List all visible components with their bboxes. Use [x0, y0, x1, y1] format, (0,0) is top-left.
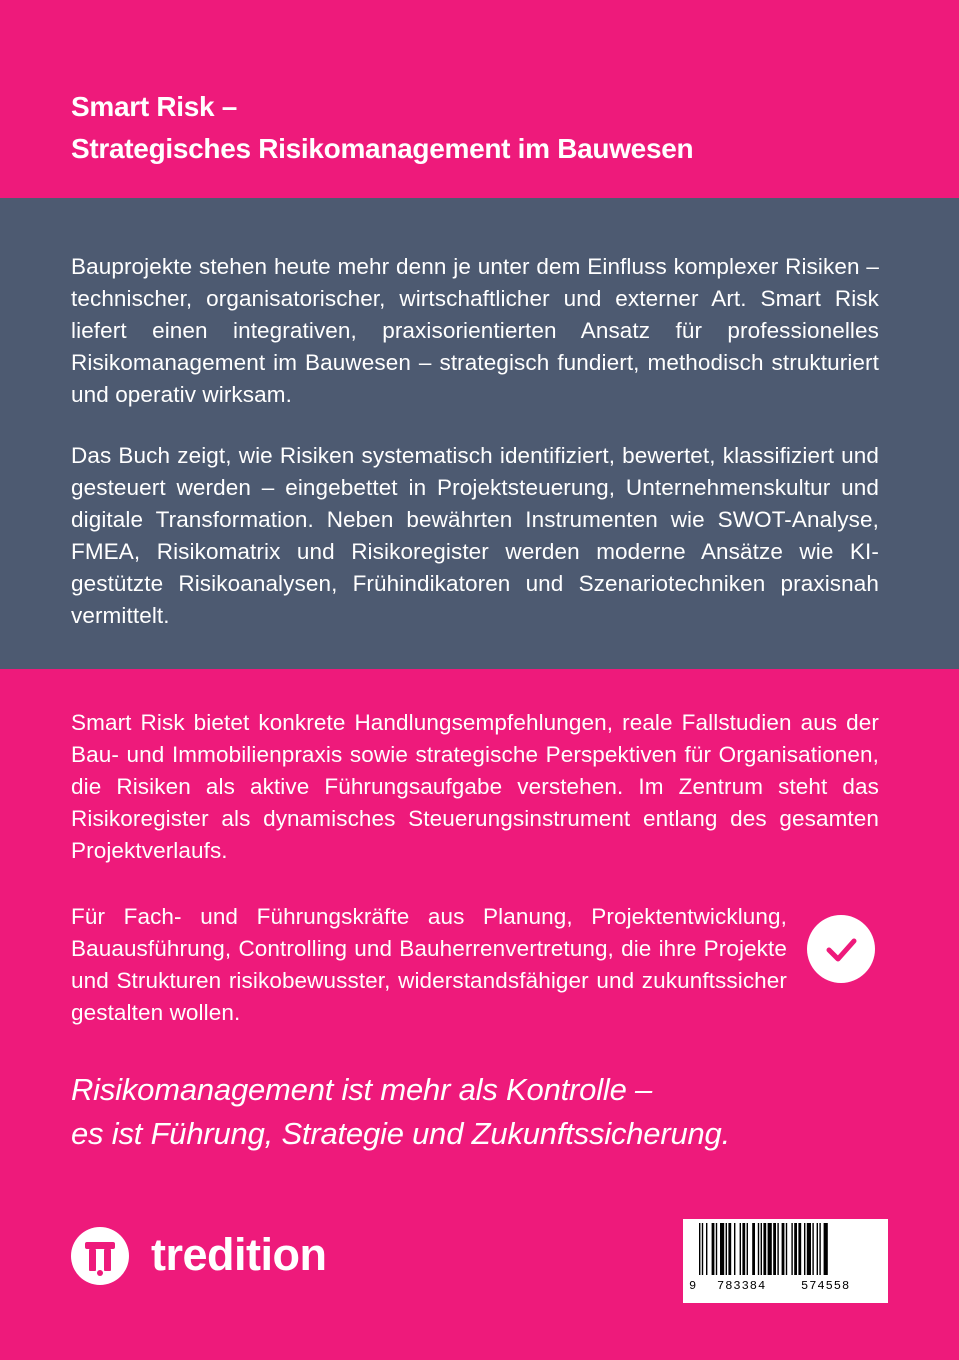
paragraph-intro: Bauprojekte stehen heute mehr denn je unter dem Einfluss komplexer Risiken – technischer, organisatorischer, wirtschaftlicher und externer Art. Smart Risk liefert einen integrativen, praxisorientierten Ansatz für professionelles Risikomanagement im Bauwesen – strategisch fundiert, methodisch strukturiert und operativ wirksam.	[71, 254, 879, 407]
barcode-bar	[706, 1223, 707, 1275]
barcode-bar	[768, 1223, 772, 1275]
barcode-bar	[742, 1223, 745, 1275]
paragraph-audience: Für Fach- und Führungskräfte aus Planung, Projektentwicklung, Bauausführung, Controlling und Bauherrenvertretung, die ihre Projekte und Strukturen risikobewusster, widerstandsfähiger und zukunftssicher gestalten wollen.	[71, 904, 787, 1025]
barcode-bar	[761, 1223, 762, 1275]
barcode-bar	[798, 1223, 801, 1275]
barcode-bar	[807, 1223, 811, 1275]
tredition-logo-icon	[71, 1227, 129, 1285]
back-cover-title	[71, 86, 891, 170]
isbn-number	[683, 1279, 888, 1299]
barcode-bar	[716, 1223, 717, 1275]
barcode-bar	[699, 1223, 700, 1275]
barcode-bar	[726, 1223, 727, 1275]
closing-quote	[71, 1068, 891, 1156]
isbn-lead-digit: 9	[689, 1279, 697, 1293]
isbn-barcode	[683, 1219, 888, 1303]
barcode-bar	[824, 1223, 828, 1275]
paragraph-methods: Das Buch zeigt, wie Risiken systematisch identifiziert, bewertet, klassifiziert und gesteuert werden – eingebettet in Projektsteuerung, Unternehmenskultur und digitale Transformation. Neben bewährten Instrumenten wie SWOT-Analyse, FMEA, Risikomatrix und Risikoregister werden moderne Ansätze wie KI-gestützte Risikoanalysen, Frühindikatoren und Szenariotechniken praxisnah vermittelt.	[71, 443, 879, 628]
barcode-bar	[758, 1223, 759, 1275]
barcode-bar	[791, 1223, 792, 1275]
barcode-bar	[740, 1223, 741, 1275]
barcode-bar	[734, 1223, 735, 1275]
barcode-bar	[712, 1223, 715, 1275]
barcode-bar	[817, 1223, 818, 1275]
barcode-bar	[702, 1223, 703, 1275]
title-line-2: Strategisches Risikomanagement im Bauwesen	[71, 133, 694, 164]
barcode-bar	[819, 1223, 820, 1275]
barcode-bar	[752, 1223, 755, 1275]
barcode-bar	[804, 1223, 805, 1275]
barcode-bar	[763, 1223, 766, 1275]
barcode-bar	[777, 1223, 778, 1275]
barcode-bar	[782, 1223, 785, 1275]
checkmark-icon	[807, 915, 875, 983]
title-line-1: Smart Risk –	[71, 91, 238, 122]
barcode-bar	[812, 1223, 813, 1275]
paragraph-benefits: Smart Risk bietet konkrete Handlungsempfehlungen, reale Fallstudien aus der Bau- und Immobilienpraxis sowie strategische Perspektiven für Organisationen, die Risiken als aktive Führungsaufgabe verstehen. Im Zentrum steht das Risikoregister als dynamisches Steuerungsinstrument entlang des gesamten Projektverlaufs.	[71, 710, 879, 863]
quote-line-2: es ist Führung, Strategie und Zukunftssicherung.	[71, 1116, 730, 1151]
barcode-bar	[794, 1223, 797, 1275]
quote-line-1: Risikomanagement ist mehr als Kontrolle –	[71, 1072, 653, 1107]
isbn-group-2: 574558	[801, 1279, 851, 1293]
barcode-bar	[720, 1223, 724, 1275]
barcode-bar	[773, 1223, 776, 1275]
barcode-bar	[786, 1223, 787, 1275]
barcode-bars	[683, 1219, 888, 1281]
publisher-name: tredition	[151, 1229, 327, 1280]
barcode-bar	[747, 1223, 748, 1275]
barcode-bar	[728, 1223, 731, 1275]
isbn-group-1: 783384	[717, 1279, 767, 1293]
